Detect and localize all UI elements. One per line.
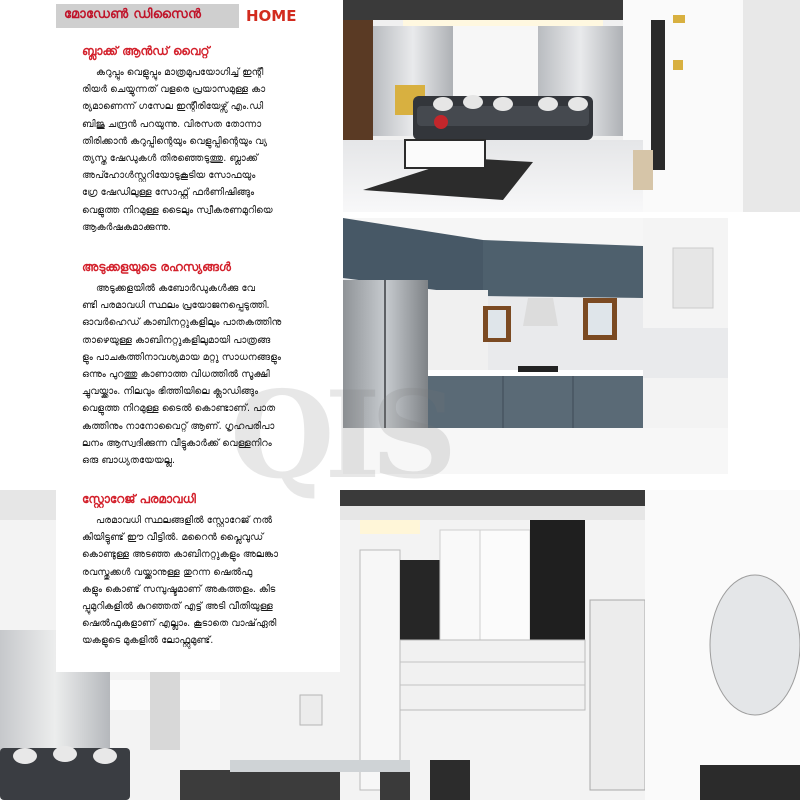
section-heading-kitchen: അടുക്കളയുടെ രഹസ്യങ്ങൾ (82, 260, 231, 274)
body-line: ഗ്രേ ഷേഡിലുള്ള സോഫ്റ്റ് ഫർണിഷിങ്ങും (82, 187, 255, 199)
body-line: തിരിക്കാൻ കറുപ്പിന്റെയും വെളുപ്പിന്റെയും വ്യ (82, 135, 268, 147)
body-line: ളും പാചകത്തിനാവശ്യമായ മറ്റു സാധനങ്ങളും (82, 351, 281, 363)
living-room-photo (343, 0, 800, 212)
section-heading-storage: സ്റ്റോറേജ് പരമാവധി (82, 492, 196, 506)
body-line: കറുപ്പും വെളുപ്പും മാത്രമുപയോഗിച്ച് ഇന്റീ (96, 67, 264, 78)
page-header (56, 4, 340, 28)
section-heading-black-white: ബ്ലാക്ക് ആൻഡ് വൈറ്റ് (82, 44, 210, 58)
body-line: കളും കൊണ്ട് സമ്പുഷ്ടമാണ് അകത്തളം. കിട (82, 583, 276, 595)
body-line: ര്യമാണെന്ന് ഗസേല ഇന്റീരിയേഴ്സ് എം.ഡി (82, 101, 264, 113)
body-line: ഓവർഹെഡ് കാബിനറ്റുകളിലും പാതകത്തിനു (82, 317, 282, 329)
section-tag-label: മോഡേൺ ഡിസൈൻ (64, 7, 202, 22)
body-line: താഴെയുള്ള കാബിനറ്റുകളിലുമായി പാത്രങ്ങ (82, 334, 271, 346)
section-body-kitchen (82, 280, 334, 469)
body-line: കിയിട്ടുണ്ട് ഈ വീട്ടിൽ. മറൈൻ പ്ലൈവുഡ് (82, 532, 264, 544)
watermark-logo: QIS (230, 365, 448, 506)
body-line: ച്ചുവയ്ക്കാം. നിലവും ഭിത്തിയിലെ ക്ലാഡിങ്ങും (82, 386, 259, 398)
body-line: വെളുത്ത നിറമുള്ള ടൈലും സ്വീകരണമുറിയെ (82, 204, 273, 216)
section-tag (56, 4, 239, 28)
body-line: ലനം ആസ്വദിക്കുന്ന വീട്ടുകാർക്ക് വെള്ളനിറം (82, 437, 272, 449)
body-line: പ്പുമുറികളിൽ കുറഞ്ഞത് എട്ട് അടി വീതിയുള്ള (82, 601, 273, 613)
body-line: രിയർ ചെയ്യുന്നത് വളരെ പ്രയാസമുള്ള കാ (82, 84, 266, 96)
body-line: അടുക്കളയിൽ കബോർഡുകൾക്കു വേ (96, 283, 256, 294)
body-line: യകളുടെ മുകളിൽ ലോഫ്റ്റുമുണ്ട്. (82, 635, 214, 647)
body-line: വെളുത്ത നിറമുള്ള ടൈൽ കൊണ്ടാണ്. പാത (82, 403, 276, 415)
body-line: ഒരു ബാധ്യതയേയല്ല. (82, 455, 175, 467)
body-line: രവസ്തുക്കൾ വയ്ക്കാനുള്ള തുറന്ന ഷെൽഫു (82, 566, 253, 578)
body-line: ഒന്നും പുറത്തു കാണാത്ത വിധത്തിൽ സൂക്ഷി (82, 369, 270, 381)
body-line: കത്തിനും നാനോവൈറ്റ് ആണ്. ഗൃഹപരിപാ (82, 420, 275, 432)
section-home-label: HOME (246, 7, 297, 25)
body-line: അപ്ഹോൾസ്റ്ററിയോടുകൂടിയ സോഫയും (82, 170, 256, 182)
body-line: ത്യസ്ത ഷേഡുകൾ തിരഞ്ഞെടുത്തു. ബ്ലാക്ക് (82, 153, 259, 165)
body-line: ആകർഷകമാക്കുന്നു. (82, 221, 171, 233)
section-body-black-white (82, 64, 334, 236)
section-body-storage (82, 512, 334, 650)
body-line: ണ്ടി പരമാവധി സ്ഥലം പ്രയോജനപ്പെടുത്തി. (82, 300, 270, 312)
body-line: ഷെൽഫുകളാണ് എല്ലാം. കൂടാതെ വാഷ്ഏരി (82, 618, 277, 630)
body-line: കൊണ്ടുള്ള അടഞ്ഞ കാബിനറ്റുകളും അലങ്കാ (82, 549, 279, 561)
body-line: ബിജു ചന്ദ്രൻ പറയുന്നു. വിരസത തോന്നാ (82, 118, 262, 130)
body-line: പരമാവധി സ്ഥലങ്ങളിൽ സ്റ്റോറേജ് നൽ (96, 515, 273, 526)
